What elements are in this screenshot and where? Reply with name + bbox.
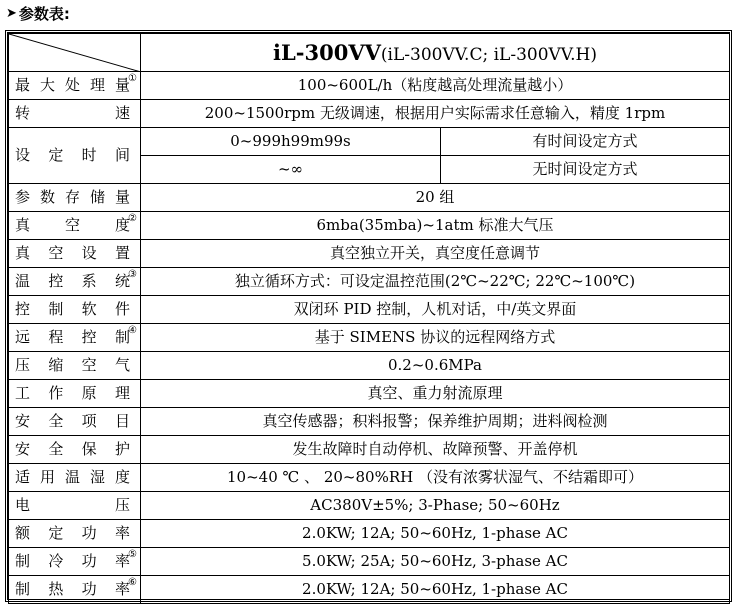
split-value-cell: ~∞: [141, 156, 441, 184]
row-label-cell: [9, 380, 141, 408]
model-title-cell: [141, 34, 730, 72]
split-mode-cell: 有时间设定方式: [441, 128, 730, 156]
row-value-cell: 20 组: [141, 184, 730, 212]
split-mode-cell: 无时间设定方式: [441, 156, 730, 184]
footnote-marker: ⑤: [128, 549, 137, 560]
table-row: [9, 520, 730, 548]
diagonal-header-cell: [9, 34, 141, 72]
row-label-cell: [9, 436, 141, 464]
model-title: iL-300VV: [273, 39, 381, 65]
row-label: 制冷功率: [15, 552, 130, 570]
table-row: [9, 268, 730, 296]
row-label: 适用温湿度: [15, 468, 130, 486]
table-row: [9, 240, 730, 268]
table-row: [9, 492, 730, 520]
row-value-cell: 0.2~0.6MPa: [141, 352, 730, 380]
row-label: 控制软件: [15, 300, 130, 318]
row-label-cell: [9, 128, 141, 184]
table-row: [9, 184, 730, 212]
row-value-cell: 5.0KW; 25A; 50~60Hz, 3-phase AC: [141, 548, 730, 576]
section-heading: [6, 3, 70, 23]
row-value-cell: 真空独立开关，真空度任意调节: [141, 240, 730, 268]
row-label-cell: [9, 408, 141, 436]
row-label-cell: [9, 72, 141, 100]
row-label: 最大处理量: [15, 76, 130, 94]
row-label: 压缩空气: [15, 356, 130, 374]
footnote-marker: ①: [128, 73, 137, 84]
row-value-cell: 200~1500rpm 无级调速，根据用户实际需求任意输入，精度 1rpm: [141, 100, 730, 128]
table-row: [9, 408, 730, 436]
row-label-cell: [9, 464, 141, 492]
row-label: 工作原理: [15, 384, 130, 402]
table-row: [9, 380, 730, 408]
row-label: 真空度: [15, 216, 130, 234]
footnote-marker: ③: [128, 269, 137, 280]
row-value-cell: 双闭环 PID 控制，人机对话，中/英文界面: [141, 296, 730, 324]
row-label-cell: [9, 212, 141, 240]
arrow-icon: ➤: [6, 5, 17, 21]
row-label-cell: [9, 352, 141, 380]
row-value-cell: 100~600L/h（粘度越高处理流量越小）: [141, 72, 730, 100]
row-label-cell: [9, 296, 141, 324]
parameter-table-frame: [5, 30, 732, 602]
row-label-cell: [9, 184, 141, 212]
row-value-cell: 独立循环方式：可设定温控范围(2℃~22℃; 22℃~100℃): [141, 268, 730, 296]
row-label-cell: [9, 576, 141, 604]
diagonal-line: [9, 34, 141, 72]
table-header-row: [9, 34, 730, 72]
row-label: 额定功率: [15, 524, 130, 542]
row-label-cell: [9, 520, 141, 548]
row-value-cell: 10~40 ℃ 、 20~80%RH （没有浓雾状湿气、不结霜即可）: [141, 464, 730, 492]
table-row: [9, 296, 730, 324]
footnote-marker: ⑥: [128, 577, 137, 588]
row-value-cell: 基于 SIMENS 协议的远程网络方式: [141, 324, 730, 352]
row-value-cell: 2.0KW; 12A; 50~60Hz, 1-phase AC: [141, 576, 730, 604]
row-value-cell: 2.0KW; 12A; 50~60Hz, 1-phase AC: [141, 520, 730, 548]
footnote-marker: ②: [128, 213, 137, 224]
table-row: [9, 352, 730, 380]
row-label-cell: [9, 240, 141, 268]
split-value-cell: 0~999h99m99s: [141, 128, 441, 156]
table-row: [9, 72, 730, 100]
table-row: [9, 436, 730, 464]
table-row: [9, 212, 730, 240]
row-label-cell: [9, 492, 141, 520]
row-label-cell: [9, 268, 141, 296]
row-label: 安全项目: [15, 412, 130, 430]
row-label-cell: [9, 548, 141, 576]
row-value-cell: AC380V±5%; 3-Phase; 50~60Hz: [141, 492, 730, 520]
table-row: [9, 324, 730, 352]
row-value-cell: 真空、重力射流原理: [141, 380, 730, 408]
row-value-cell: 6mba(35mba)~1atm 标准大气压: [141, 212, 730, 240]
table-row: [9, 576, 730, 604]
row-label: 电压: [15, 496, 130, 514]
row-label: 设定时间: [15, 146, 130, 164]
footnote-marker: ④: [128, 325, 137, 336]
row-label-cell: [9, 324, 141, 352]
parameter-table: [8, 33, 730, 604]
row-value-cell: 发生故障时自动停机、故障预警、开盖停机: [141, 436, 730, 464]
table-row: [9, 464, 730, 492]
row-label-cell: [9, 100, 141, 128]
row-label: 安全保护: [15, 440, 130, 458]
table-row: [9, 100, 730, 128]
row-value-cell: 真空传感器；积料报警；保养维护周期；进料阀检测: [141, 408, 730, 436]
section-heading-text: 参数表:: [18, 4, 70, 23]
row-label: 参数存储量: [15, 188, 130, 206]
row-label: 温控系统: [15, 272, 130, 290]
row-label: 远程控制: [15, 328, 130, 346]
table-row: [9, 548, 730, 576]
row-label: 制热功率: [15, 580, 130, 598]
row-label: 转速: [15, 104, 130, 122]
row-label: 真空设置: [15, 244, 130, 262]
model-variants: (iL-300VV.C; iL-300VV.H): [380, 44, 597, 65]
table-row: [9, 128, 730, 156]
